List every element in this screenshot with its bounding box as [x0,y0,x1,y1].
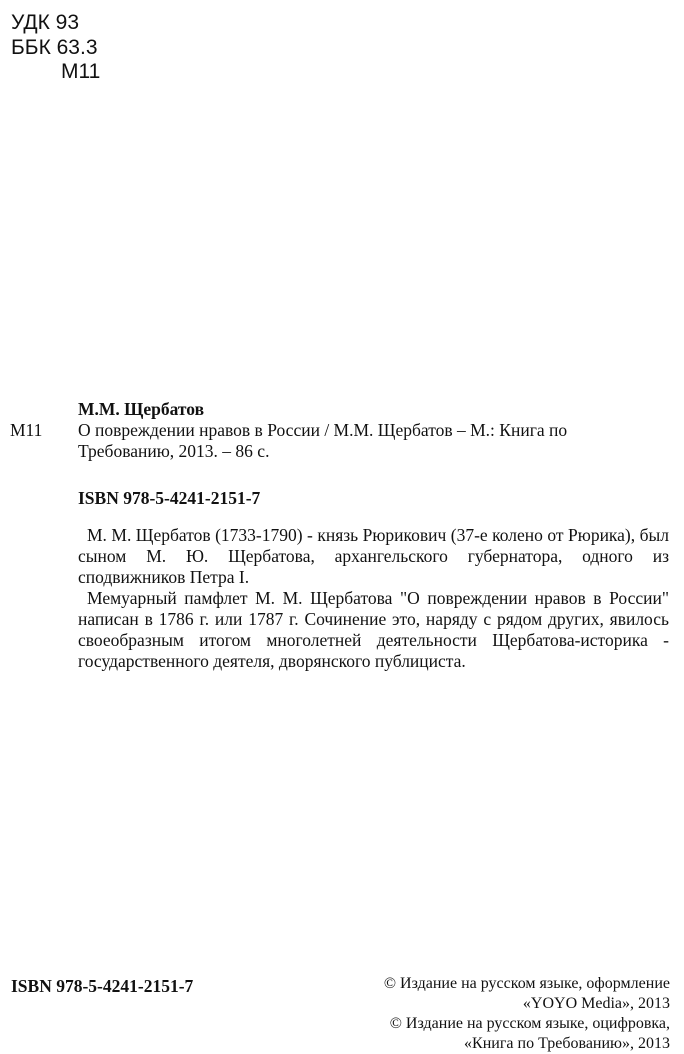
copyright-line: «Книга по Требованию», 2013 [464,1035,670,1052]
isbn-catalog: ISBN 978-5-4241-2151-7 [78,488,261,508]
copyright-line: © Издание на русском языке, оформление [383,975,670,992]
bibliographic-citation: О повреждении нравов в России / М.М. Щербатов – М.: Книга по Требованию, 2013. – 86 с. [78,420,568,461]
bbk-code: ББК 63.3 [11,36,98,59]
copyright-block [384,974,670,1054]
udk-code: УДК 93 [11,11,80,34]
annotation-paragraph: М. М. Щербатов (1733-1790) - князь Рюрикович (37-е колено от Рюрика), был сыном М. Ю. Щербатова, архангельского губернатора, одного из сподвижников Петра I. [78,525,669,587]
annotation-paragraph: Мемуарный памфлет М. М. Щербатова "О повреждении нравов в России" написан в 1786 г. или 1787 г. Сочинение это, наряду с рядом других, явилось своеобразным итогом многолетней деятельности Щербатова-историка - государственного деятеля, дворянского публициста. [78,588,669,671]
author-heading: М.М. Щербатов [78,399,205,419]
catalog-card [78,399,668,509]
author-mark-top: М11 [61,60,101,83]
author-mark-catalog: М11 [10,420,43,440]
annotation [78,525,669,672]
copyright-line: © Издание на русском языке, оцифровка, [389,1015,670,1032]
copyright-line: «YOYO Media», 2013 [522,995,670,1012]
isbn-footer: ISBN 978-5-4241-2151-7 [11,976,194,996]
